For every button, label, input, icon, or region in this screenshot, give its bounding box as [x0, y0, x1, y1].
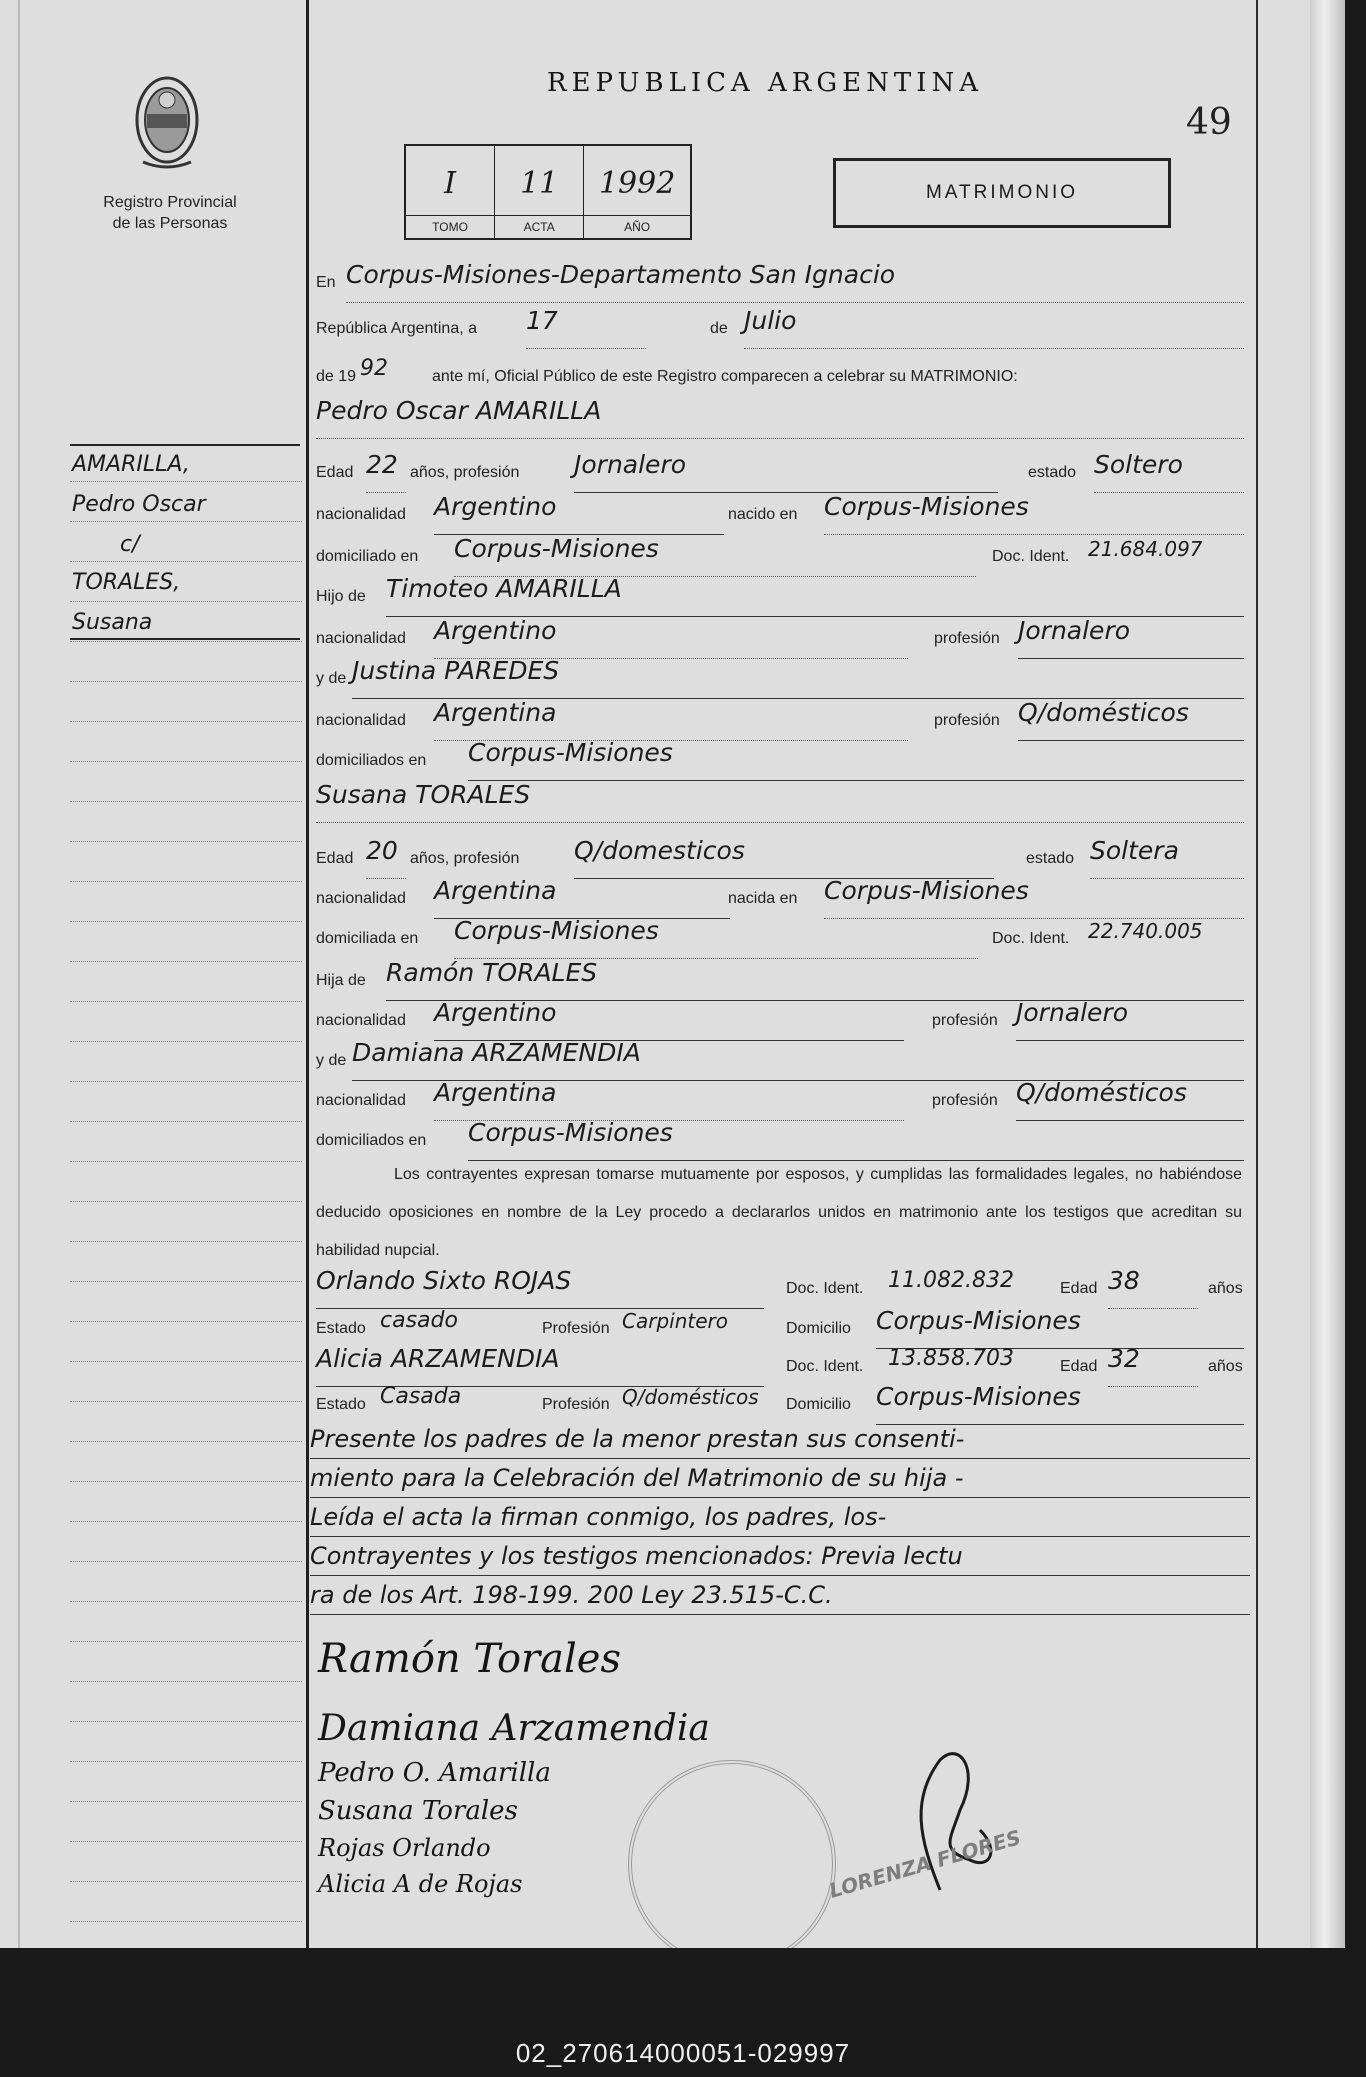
- ceremony-text: Los contrayentes expresan tomarse mutuamente por esposos, y cumplidas las formalidades legales, no habiéndose deducido oposiciones en nombre de la Ley procedo a declararlos unidos en matrimonio ante los testigos que acreditan su habilidad nupcial.: [316, 1166, 1242, 1259]
- doc-ident-label: Doc. Ident.: [992, 548, 1070, 565]
- nacionalidad-label: nacionalidad: [316, 1092, 406, 1109]
- bride-birthplace: Corpus-Misiones: [824, 878, 1244, 919]
- groom-mother-nationality: Argentina: [434, 700, 908, 741]
- note-line-4: Contrayentes y los testigos mencionados: Previa lectu: [310, 1537, 1250, 1576]
- profesion-label: profesión: [932, 1092, 998, 1109]
- row-groom-nat: [316, 494, 1246, 534]
- ano-value: 1992: [598, 166, 676, 201]
- registro-label: [60, 192, 280, 234]
- edad-label: Edad: [1060, 1358, 1098, 1375]
- margin-ruled-line: [70, 1600, 302, 1602]
- republica-label: República Argentina, a: [316, 320, 477, 337]
- profesion-label: profesión: [934, 712, 1000, 729]
- groom-father-profession: Jornalero: [1018, 618, 1244, 659]
- margin-ruled-line: [70, 1240, 302, 1242]
- row-groom-age: [316, 452, 1246, 492]
- margin-ruled-line: [70, 1160, 302, 1162]
- margin-ruled-line: [70, 1440, 302, 1442]
- nacionalidad-label: nacionalidad: [316, 506, 406, 523]
- anos-label: años: [1208, 1280, 1243, 1297]
- bride-profession: Q/domesticos: [574, 838, 994, 879]
- row-witness1-info: [316, 1308, 1246, 1348]
- bride-parents-domicile: Corpus-Misiones: [468, 1120, 1244, 1161]
- doc-ident-label: Doc. Ident.: [786, 1358, 864, 1375]
- row-bride-nat: [316, 878, 1246, 918]
- binder-edge: [1310, 0, 1345, 1948]
- row-groom-mother-nat: [316, 700, 1246, 740]
- margin-ruled-line: [70, 640, 302, 642]
- year-value: 92: [360, 356, 388, 381]
- margin-ruled-line: [70, 920, 302, 922]
- row-bride-mother-nat: [316, 1080, 1246, 1120]
- nacionalidad-label: nacionalidad: [316, 1012, 406, 1029]
- margin-top-line: [70, 444, 300, 446]
- groom-mother: Justina PAREDES: [352, 658, 1244, 699]
- margin-ruled-line: [70, 1080, 302, 1082]
- domicilio-label: Domicilio: [786, 1396, 851, 1413]
- doc-ident-label: Doc. Ident.: [786, 1280, 864, 1297]
- domicilio-label: Domicilio: [786, 1320, 851, 1337]
- record-box: [404, 144, 692, 240]
- page-number: 49: [1186, 102, 1232, 143]
- bride-father: Ramón TORALES: [386, 960, 1244, 1001]
- estado-label: estado: [1026, 850, 1075, 867]
- groom-status: Soltero: [1094, 452, 1244, 493]
- edad-label: Edad: [316, 464, 354, 481]
- tomo-label: TOMO: [406, 215, 494, 238]
- margin-name-bride: Susana: [72, 610, 153, 635]
- notes-block: [310, 1420, 1250, 1615]
- groom-profession: Jornalero: [574, 452, 998, 493]
- margin-ruled-line: [70, 1360, 302, 1362]
- place-value: Corpus-Misiones-Departamento San Ignacio: [346, 262, 1244, 303]
- row-year: [316, 356, 1246, 396]
- bride-age: 20: [366, 838, 406, 879]
- signature-witness1: Rojas Orlando: [318, 1834, 491, 1862]
- row-witness2-info: [316, 1384, 1246, 1424]
- doc-ident-label: Doc. Ident.: [992, 930, 1070, 947]
- bride-mother: Damiana ARZAMENDIA: [352, 1040, 1244, 1081]
- margin-ruled-line: [70, 1720, 302, 1722]
- witness2-domicile: Corpus-Misiones: [876, 1384, 1244, 1425]
- bride-domicile: Corpus-Misiones: [454, 918, 978, 959]
- margin-ruled-line: [70, 1480, 302, 1482]
- signature-groom: Pedro O. Amarilla: [318, 1758, 551, 1788]
- profesion-label: profesión: [932, 1012, 998, 1029]
- nacida-en-label: nacida en: [728, 890, 798, 907]
- witness1-profession: Carpintero: [622, 1309, 728, 1333]
- nacionalidad-label: nacionalidad: [316, 712, 406, 729]
- margin-ruled-line: [70, 1560, 302, 1562]
- row-bride-name: [316, 782, 1246, 822]
- witness2-status: Casada: [380, 1384, 462, 1409]
- bride-nationality: Argentina: [434, 878, 730, 919]
- domiciliado-label: domiciliado en: [316, 548, 419, 565]
- margin-ruled-line: [70, 760, 302, 762]
- bride-mother-nationality: Argentina: [434, 1080, 904, 1121]
- margin-ruled-line: [70, 960, 302, 962]
- margin-ruled-line: [70, 480, 302, 482]
- row-bride-father-nat: [316, 1000, 1246, 1040]
- row-groom-mother: [316, 658, 1246, 698]
- margin-con: c/: [120, 532, 140, 557]
- groom-age: 22: [366, 452, 406, 493]
- record-type-box: MATRIMONIO: [833, 158, 1171, 228]
- note-line-5: ra de los Art. 198-199. 200 Ley 23.515-C.C.: [310, 1576, 1250, 1615]
- acta-cell: [495, 146, 584, 238]
- page-edge-line: [18, 0, 20, 1948]
- nacionalidad-label: nacionalidad: [316, 890, 406, 907]
- margin-ruled-line: [70, 520, 302, 522]
- margin-ruled-line: [70, 1320, 302, 1322]
- edad-label: Edad: [316, 850, 354, 867]
- witness2-profession: Q/domésticos: [622, 1385, 759, 1409]
- witness2-name: Alicia ARZAMENDIA: [316, 1346, 764, 1387]
- registro-line-2: de las Personas: [112, 215, 228, 232]
- domiciliados-label: domiciliados en: [316, 1132, 427, 1149]
- margin-ruled-line: [70, 1520, 302, 1522]
- row-bride-mother: [316, 1040, 1246, 1080]
- witness2-age: 32: [1108, 1346, 1198, 1387]
- row-witness1-name: [316, 1268, 1246, 1308]
- margin-ruled-line: [70, 1400, 302, 1402]
- domiciliados-label: domiciliados en: [316, 752, 427, 769]
- groom-birthplace: Corpus-Misiones: [824, 494, 1244, 535]
- row-witness2-name: [316, 1346, 1246, 1386]
- margin-ruled-line: [70, 560, 302, 562]
- official-stamp-name: LORENZA FLORES: [826, 1825, 1024, 1903]
- ano-label: AÑO: [584, 215, 690, 238]
- tomo-cell: [406, 146, 495, 238]
- row-bride-father: [316, 960, 1246, 1000]
- groom-parents-domicile: Corpus-Misiones: [468, 740, 1244, 781]
- bride-father-nationality: Argentino: [434, 1000, 904, 1041]
- anos-profesion-label: años, profesión: [410, 464, 520, 481]
- margin-ruled-line: [70, 1920, 302, 1922]
- row-bride-parents-dom: [316, 1120, 1246, 1160]
- acta-label: ACTA: [495, 215, 583, 238]
- margin-ruled-line: [70, 1800, 302, 1802]
- bride-father-profession: Jornalero: [1016, 1000, 1244, 1041]
- witness1-domicile: Corpus-Misiones: [876, 1308, 1244, 1349]
- nacido-en-label: nacido en: [728, 506, 798, 523]
- margin-ruled-line: [70, 840, 302, 842]
- anos-profesion-label: años, profesión: [410, 850, 520, 867]
- en-label: En: [316, 274, 336, 291]
- margin-ruled-line: [70, 1200, 302, 1202]
- ano-cell: [584, 146, 690, 238]
- note-line-1: Presente los padres de la menor prestan sus consenti-: [310, 1420, 1250, 1459]
- tomo-value: I: [444, 166, 456, 201]
- anos-label: años: [1208, 1358, 1243, 1375]
- groom-father-nationality: Argentino: [434, 618, 908, 659]
- right-rule: [1256, 0, 1258, 1948]
- margin-ruled-line: [70, 600, 302, 602]
- y-de-label: y de: [316, 1052, 347, 1069]
- profesion-cap-label: Profesión: [542, 1320, 610, 1337]
- country-heading: REPUBLICA ARGENTINA: [546, 68, 984, 98]
- witness2-doc: 13.858.703: [888, 1346, 1014, 1371]
- note-line-2: miento para la Celebración del Matrimonio de su hija -: [310, 1459, 1250, 1498]
- margin-ruled-line: [70, 1760, 302, 1762]
- bride-mother-profession: Q/domésticos: [1016, 1080, 1244, 1121]
- witness1-age: 38: [1108, 1268, 1198, 1309]
- margin-ruled-line: [70, 880, 302, 882]
- margin-name-groom: Pedro Oscar: [72, 492, 206, 517]
- de19-label: de 19: [316, 368, 357, 385]
- hijo-de-label: Hijo de: [316, 588, 366, 605]
- row-bride-age: [316, 838, 1246, 878]
- profesion-label: profesión: [934, 630, 1000, 647]
- signature-mother: Damiana Arzamendia: [318, 1708, 710, 1749]
- row-groom-dom: [316, 536, 1246, 576]
- hija-de-label: Hija de: [316, 972, 366, 989]
- groom-father: Timoteo AMARILLA: [386, 576, 1244, 617]
- image-id-footer: 02_270614000051-029997: [515, 2038, 851, 2068]
- row-bride-dom: [316, 918, 1246, 958]
- groom-name: Pedro Oscar AMARILLA: [316, 398, 1244, 439]
- estado-label: estado: [1028, 464, 1077, 481]
- ante-text: ante mí, Oficial Público de este Registro comparecen a celebrar su MATRIMONIO:: [432, 368, 1018, 385]
- de-label: de: [710, 320, 728, 337]
- row-groom-name: [316, 398, 1246, 438]
- note-line-3: Leída el acta la firman conmigo, los padres, los-: [310, 1498, 1250, 1537]
- signature-witness2: Alicia A de Rojas: [318, 1870, 523, 1898]
- row-date: [316, 308, 1246, 348]
- groom-mother-profession: Q/domésticos: [1018, 700, 1244, 741]
- edad-label: Edad: [1060, 1280, 1098, 1297]
- bride-name: Susana TORALES: [316, 782, 1244, 823]
- signature-bride: Susana Torales: [318, 1796, 518, 1826]
- groom-nationality: Argentino: [434, 494, 724, 535]
- signature-father: Ramón Torales: [318, 1636, 621, 1682]
- row-groom-parents-dom: [316, 740, 1246, 780]
- y-de-label: y de: [316, 670, 347, 687]
- margin-ruled-line: [70, 1000, 302, 1002]
- witness1-status: casado: [380, 1308, 458, 1333]
- domiciliada-label: domiciliada en: [316, 930, 419, 947]
- month-value: Julio: [744, 308, 1244, 349]
- row-place: [316, 262, 1246, 302]
- margin-surname-bride: TORALES,: [72, 570, 181, 595]
- margin-ruled-line: [70, 1280, 302, 1282]
- margin-ruled-line: [70, 1680, 302, 1682]
- row-groom-father-nat: [316, 618, 1246, 658]
- day-value: 17: [526, 308, 646, 349]
- official-stamp-icon: [628, 1760, 836, 1948]
- margin-ruled-line: [70, 1840, 302, 1842]
- margin-ruled-line: [70, 1880, 302, 1882]
- nacionalidad-label: nacionalidad: [316, 630, 406, 647]
- margin-ruled-line: [70, 1120, 302, 1122]
- margin-ruled-line: [70, 800, 302, 802]
- margin-rule: [306, 0, 309, 1948]
- bride-doc: 22.740.005: [1088, 919, 1203, 943]
- groom-doc: 21.684.097: [1088, 537, 1203, 561]
- groom-domicile: Corpus-Misiones: [454, 536, 976, 577]
- margin-ruled-line: [70, 1640, 302, 1642]
- acta-value: 11: [520, 166, 559, 201]
- bride-status: Soltera: [1090, 838, 1244, 879]
- estado-cap-label: Estado: [316, 1320, 366, 1337]
- registro-line-1: Registro Provincial: [103, 194, 237, 211]
- coat-of-arms-icon: [133, 70, 201, 170]
- witness1-name: Orlando Sixto ROJAS: [316, 1268, 764, 1309]
- witness1-doc: 11.082.832: [888, 1268, 1014, 1293]
- estado-cap-label: Estado: [316, 1396, 366, 1413]
- profesion-cap-label: Profesión: [542, 1396, 610, 1413]
- margin-ruled-line: [70, 680, 302, 682]
- margin-ruled-line: [70, 1040, 302, 1042]
- margin-ruled-line: [70, 720, 302, 722]
- row-groom-father: [316, 576, 1246, 616]
- margin-surname-groom: AMARILLA,: [72, 452, 190, 477]
